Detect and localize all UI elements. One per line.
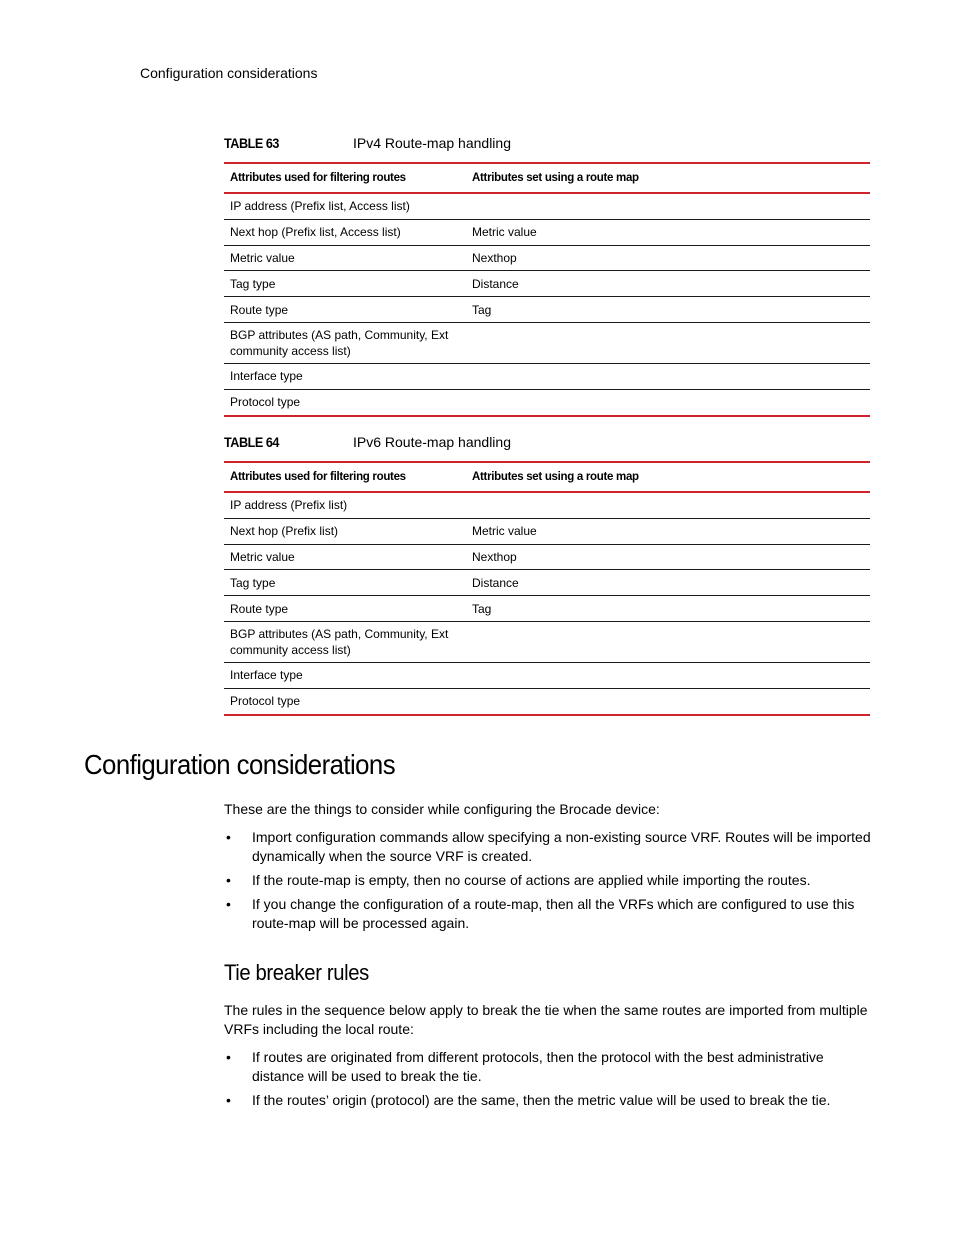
table-row xyxy=(224,596,870,622)
table-cell xyxy=(466,688,870,714)
list-item-text: Import configuration commands allow specifying a non-existing source VRF. Routes will be imported dynamically when the source VRF is created. xyxy=(252,829,871,864)
table-cell: Route type xyxy=(224,297,466,323)
table-cell: Route type xyxy=(224,596,466,622)
bullet-icon: • xyxy=(226,872,231,888)
list-item-text: If the routes’ origin (protocol) are the same, then the metric value will be used to break the tie. xyxy=(252,1092,831,1108)
table-row xyxy=(224,363,870,389)
table-64-block xyxy=(224,434,870,716)
table-cell: Protocol type xyxy=(230,395,301,410)
table-row xyxy=(224,389,870,415)
table-cell: Metric value xyxy=(466,219,870,245)
running-head: Configuration considerations xyxy=(140,65,318,81)
table-header-row xyxy=(224,163,870,193)
list-item-text: If the route-map is empty, then no course of actions are applied while importing the routes. xyxy=(252,872,811,888)
table-cell: Tag xyxy=(466,596,870,622)
table-63-caption xyxy=(224,135,870,155)
table-cell: Interface type xyxy=(224,662,466,688)
table-cell xyxy=(466,621,870,662)
table-row xyxy=(224,322,870,363)
bullet-icon: • xyxy=(226,829,231,845)
column-header: Attributes used for filtering routes xyxy=(224,462,466,492)
table-row xyxy=(224,688,870,714)
tie-breaker-intro: The rules in the sequence below apply to break the tie when the same routes are imported from multiple VRFs including the local route: xyxy=(224,1002,868,1037)
table-63-number: TABLE 63 xyxy=(224,135,279,151)
table-row xyxy=(224,544,870,570)
table-row xyxy=(224,492,870,518)
table-64-caption xyxy=(224,434,870,454)
table-64-title: IPv6 Route-map handling xyxy=(353,434,511,450)
list-item-text: If routes are originated from different protocols, then the protocol with the best administrative distance will be used to break the tie. xyxy=(252,1049,824,1084)
table-cell: Tag xyxy=(466,297,870,323)
table-cell: Metric value xyxy=(224,544,466,570)
list-item xyxy=(224,828,874,866)
table-row xyxy=(224,297,870,323)
config-bullet-list xyxy=(224,828,874,938)
table-cell: Metric value xyxy=(224,245,466,271)
table-cell: Distance xyxy=(466,271,870,297)
table-cell: BGP attributes (AS path, Community, Ext community access list) xyxy=(224,322,466,363)
bullet-icon: • xyxy=(226,896,231,912)
table-header-row xyxy=(224,462,870,492)
list-item xyxy=(224,871,874,890)
table-63 xyxy=(224,162,870,417)
table-row xyxy=(224,662,870,688)
table-cell: Tag type xyxy=(224,271,466,297)
table-cell: Distance xyxy=(466,570,870,596)
table-cell xyxy=(466,363,870,389)
table-cell xyxy=(466,193,870,219)
table-cell: Nexthop xyxy=(466,245,870,271)
column-header: Attributes set using a route map xyxy=(466,462,870,492)
table-cell xyxy=(466,492,870,518)
section-heading-tie-breaker: Tie breaker rules xyxy=(224,960,369,985)
table-cell: Next hop (Prefix list) xyxy=(224,518,466,544)
bullet-icon: • xyxy=(226,1049,231,1065)
table-row xyxy=(224,621,870,662)
list-item-text: If you change the configuration of a route-map, then all the VRFs which are configured to use this route-map will be processed again. xyxy=(252,896,855,931)
tie-breaker-bullet-list xyxy=(224,1048,874,1115)
column-header: Attributes set using a route map xyxy=(466,163,870,193)
table-cell: Nexthop xyxy=(466,544,870,570)
table-cell: Metric value xyxy=(466,518,870,544)
table-row xyxy=(224,193,870,219)
table-cell xyxy=(466,389,870,415)
table-64-number: TABLE 64 xyxy=(224,434,279,450)
table-cell: IP address (Prefix list, Access list) xyxy=(224,193,466,219)
table-cell: Tag type xyxy=(224,570,466,596)
column-header: Attributes used for filtering routes xyxy=(224,163,466,193)
table-row xyxy=(224,570,870,596)
table-63-block xyxy=(224,135,870,417)
section-heading-config: Configuration considerations xyxy=(84,749,396,780)
table-64 xyxy=(224,461,870,716)
table-row xyxy=(224,271,870,297)
table-cell xyxy=(466,662,870,688)
table-63-title: IPv4 Route-map handling xyxy=(353,135,511,151)
config-intro: These are the things to consider while configuring the Brocade device: xyxy=(224,801,660,817)
bullet-icon: • xyxy=(226,1092,231,1108)
table-row xyxy=(224,245,870,271)
table-row xyxy=(224,518,870,544)
table-cell: Interface type xyxy=(224,363,466,389)
table-cell xyxy=(466,322,870,363)
list-item xyxy=(224,1048,874,1086)
list-item xyxy=(224,895,874,933)
table-row xyxy=(224,219,870,245)
table-cell: BGP attributes (AS path, Community, Ext community access list) xyxy=(224,621,466,662)
list-item xyxy=(224,1091,874,1110)
table-cell: Protocol type xyxy=(230,694,301,709)
table-cell: IP address (Prefix list) xyxy=(224,492,466,518)
table-cell: Next hop (Prefix list, Access list) xyxy=(224,219,466,245)
